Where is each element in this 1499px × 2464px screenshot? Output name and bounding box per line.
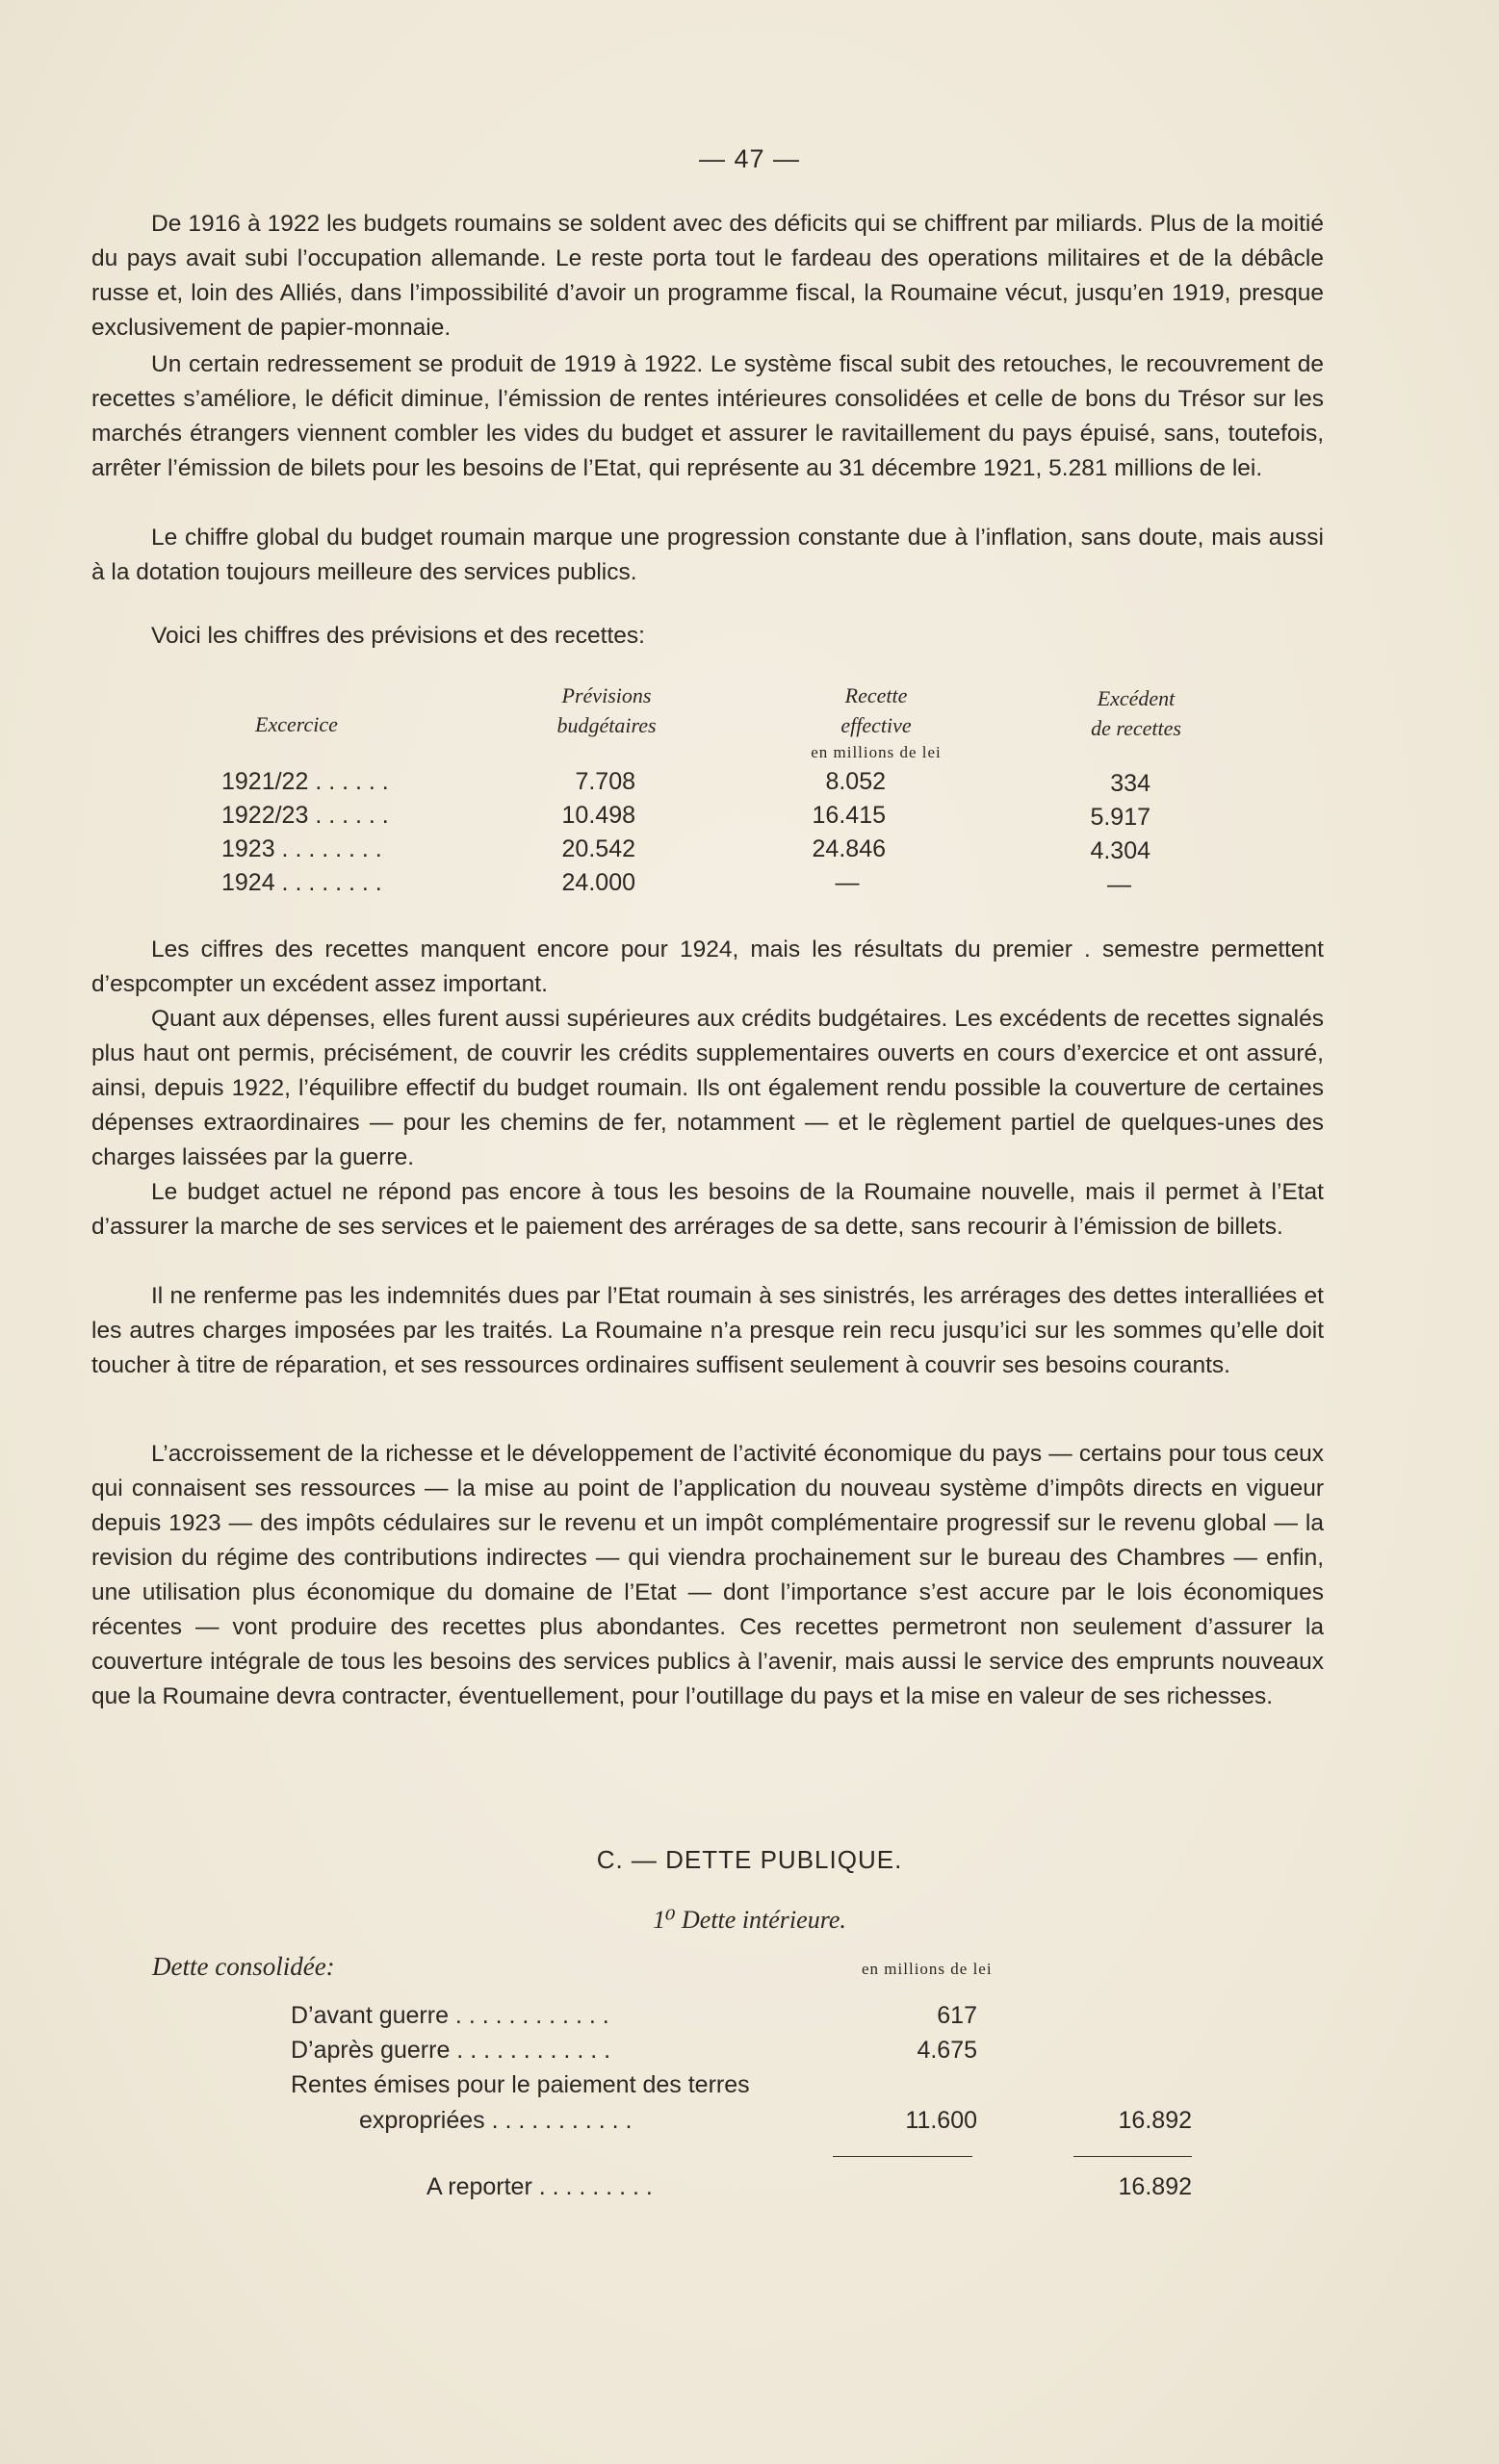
subsection-title: 1⁰ Dette intérieure.: [653, 1906, 846, 1934]
section-title: C. — DETTE PUBLIQUE.: [596, 1845, 903, 1874]
header-excedent-1: Excédent: [1097, 686, 1176, 710]
paragraph-3: Le chiffre global du budget roumain marque une progression constante due à l’inflation, sans doute, mais aussi à la dotation toujours meilleure des services publics.: [91, 525, 1324, 585]
row-previsions: 20.542: [561, 835, 635, 862]
row-recette: 16.415: [812, 802, 886, 829]
row-previsions: 10.498: [561, 802, 635, 829]
subtotal-rule: [833, 2156, 972, 2157]
row-year: 1921/22 . . . . . .: [221, 768, 389, 795]
row-previsions: 24.000: [561, 869, 635, 896]
paragraph-6: Quant aux dépenses, elles furent aussi supérieures aux crédits budgétaires. Les excédents de recettes signalés plus haut ont permis, précisément, de couvrir les crédits supplementaires ouverts en cours d’exercice et ont assuré, ainsi, depuis 1922, l’équilibre effectif du budget roumain. Ils ont également rendu possible la couverture de certaines dépenses extraordinaires — pour les chemins de fer, notamment — et le règlement partiel de quelques-unes des charges laissées par la guerre.: [91, 1006, 1324, 1170]
debt-consolidated-label: Dette consolidée:: [152, 1952, 335, 1981]
row-year: 1923 . . . . . . . .: [221, 835, 382, 862]
row-year: 1922/23 . . . . . .: [221, 802, 389, 829]
row-previsions: 7.708: [575, 768, 635, 795]
page-number: — 47 —: [698, 144, 801, 173]
row-recette: —: [835, 869, 860, 896]
total-rule: [1073, 2156, 1192, 2157]
paragraph-4: Voici les chiffres des prévisions et des recettes:: [151, 623, 645, 649]
debt-row-label: D’après guerre . . . . . . . . . . . .: [291, 2037, 611, 2064]
debt-row-value: 617: [937, 2002, 977, 2029]
report-label: A reporter . . . . . . . . .: [426, 2173, 653, 2200]
row-excedent: 334: [1110, 770, 1150, 797]
report-total: 16.892: [1118, 2173, 1192, 2200]
header-excedent-2: de recettes: [1091, 716, 1181, 740]
paragraph-8: Il ne renferme pas les indemnités dues par l’Etat roumain à ses sinistrés, les arrérages des dettes interalliées et les autres charges imposées par les traités. La Roumaine n’a presque rein recu jusqu’ici sur les sommes qu’elle doit toucher à titre de réparation, et ses ressources ordinaires suffisent seulement à couvrir ses besoins courants.: [91, 1283, 1324, 1378]
header-previsions-2: budgétaires: [556, 713, 657, 737]
header-unit: en millions de lei: [811, 743, 942, 761]
header-exercice: Excercice: [255, 712, 338, 736]
row-excedent: 4.304: [1090, 837, 1150, 864]
row-excedent: —: [1107, 871, 1131, 898]
paragraph-7: Le budget actuel ne répond pas encore à tous les besoins de la Roumaine nouvelle, mais il permet à l’Etat d’assurer la marche de ses services et le paiement des arrérages de sa dette, sans recourir à l’émission de billets.: [91, 1179, 1324, 1240]
debt-unit: en millions de lei: [862, 1960, 993, 1978]
row-year: 1924 . . . . . . . .: [221, 869, 382, 896]
debt-row-value: 11.600: [905, 2107, 977, 2134]
paragraph-9: L’accroissement de la richesse et le développement de l’activité économique du pays — certains pour tous ceux qui connaisent ses ressources — la mise au point de l’application du nouveau système d’impôts directs en vigueur depuis 1923 — des impôts cédulaires sur le revenu et un impôt complémentaire progressif sur le revenu global — la revision du régime des contributions indirectes — qui viendra prochainement sur le bureau des Chambres — enfin, une utilisation plus économique du domaine de l’Etat — dont l’importance s’est accure par le lois économiques récentes — vont produire des recettes plus abondantes. Ces recettes permetront non seulement d’assurer la couverture intégrale de tous les besoins des services publics à l’avenir, mais aussi le service des emprunts nouveaux que la Roumaine devra contracter, éventuellement, pour l’outillage du pays et la mise en valeur de ses richesses.: [91, 1441, 1324, 1709]
debt-row-value: 4.675: [917, 2037, 977, 2064]
header-recette-1: Recette: [844, 683, 908, 707]
header-previsions-1: Prévisions: [561, 683, 652, 707]
paragraph-2: Un certain redressement se produit de 1919 à 1922. Le système fiscal subit des retouches, le recouvrement de recettes s’améliore, le déficit diminue, l’émission de rentes intérieures consolidées et celle de bons du Trésor sur les marchés étrangers viennent combler les vides du budget et assurer le ravitaillement du pays épuisé, sans, toutefois, arrêter l’émission de bilets pour les besoins de l’Etat, qui représente au 31 décembre 1921, 5.281 millions de lei.: [91, 351, 1324, 481]
debt-row-label: Rentes émises pour le paiement des terres: [291, 2071, 750, 2098]
row-recette: 24.846: [812, 835, 886, 862]
row-excedent: 5.917: [1090, 804, 1150, 831]
header-recette-2: effective: [840, 713, 912, 737]
paragraph-1: De 1916 à 1922 les budgets roumains se soldent avec des déficits qui se chiffrent par miliards. Plus de la moitié du pays avait subi l’occupation allemande. Le reste porta tout le fardeau des operations militaires et de la débâcle russe et, loin des Alliés, dans l’impossibilité d’avoir un programme fiscal, la Roumaine vécut, jusqu’en 1919, presque exclusivement de papier-monnaie.: [91, 211, 1324, 341]
paragraph-5: Les ciffres des recettes manquent encore pour 1924, mais les résultats du premier . semestre permettent d’espcompter un excédent assez important.: [91, 937, 1324, 997]
debt-row-total: 16.892: [1118, 2107, 1192, 2134]
row-recette: 8.052: [825, 768, 886, 795]
debt-row-label: expropriées . . . . . . . . . . .: [359, 2107, 633, 2134]
debt-row-label: D’avant guerre . . . . . . . . . . . .: [291, 2002, 609, 2029]
